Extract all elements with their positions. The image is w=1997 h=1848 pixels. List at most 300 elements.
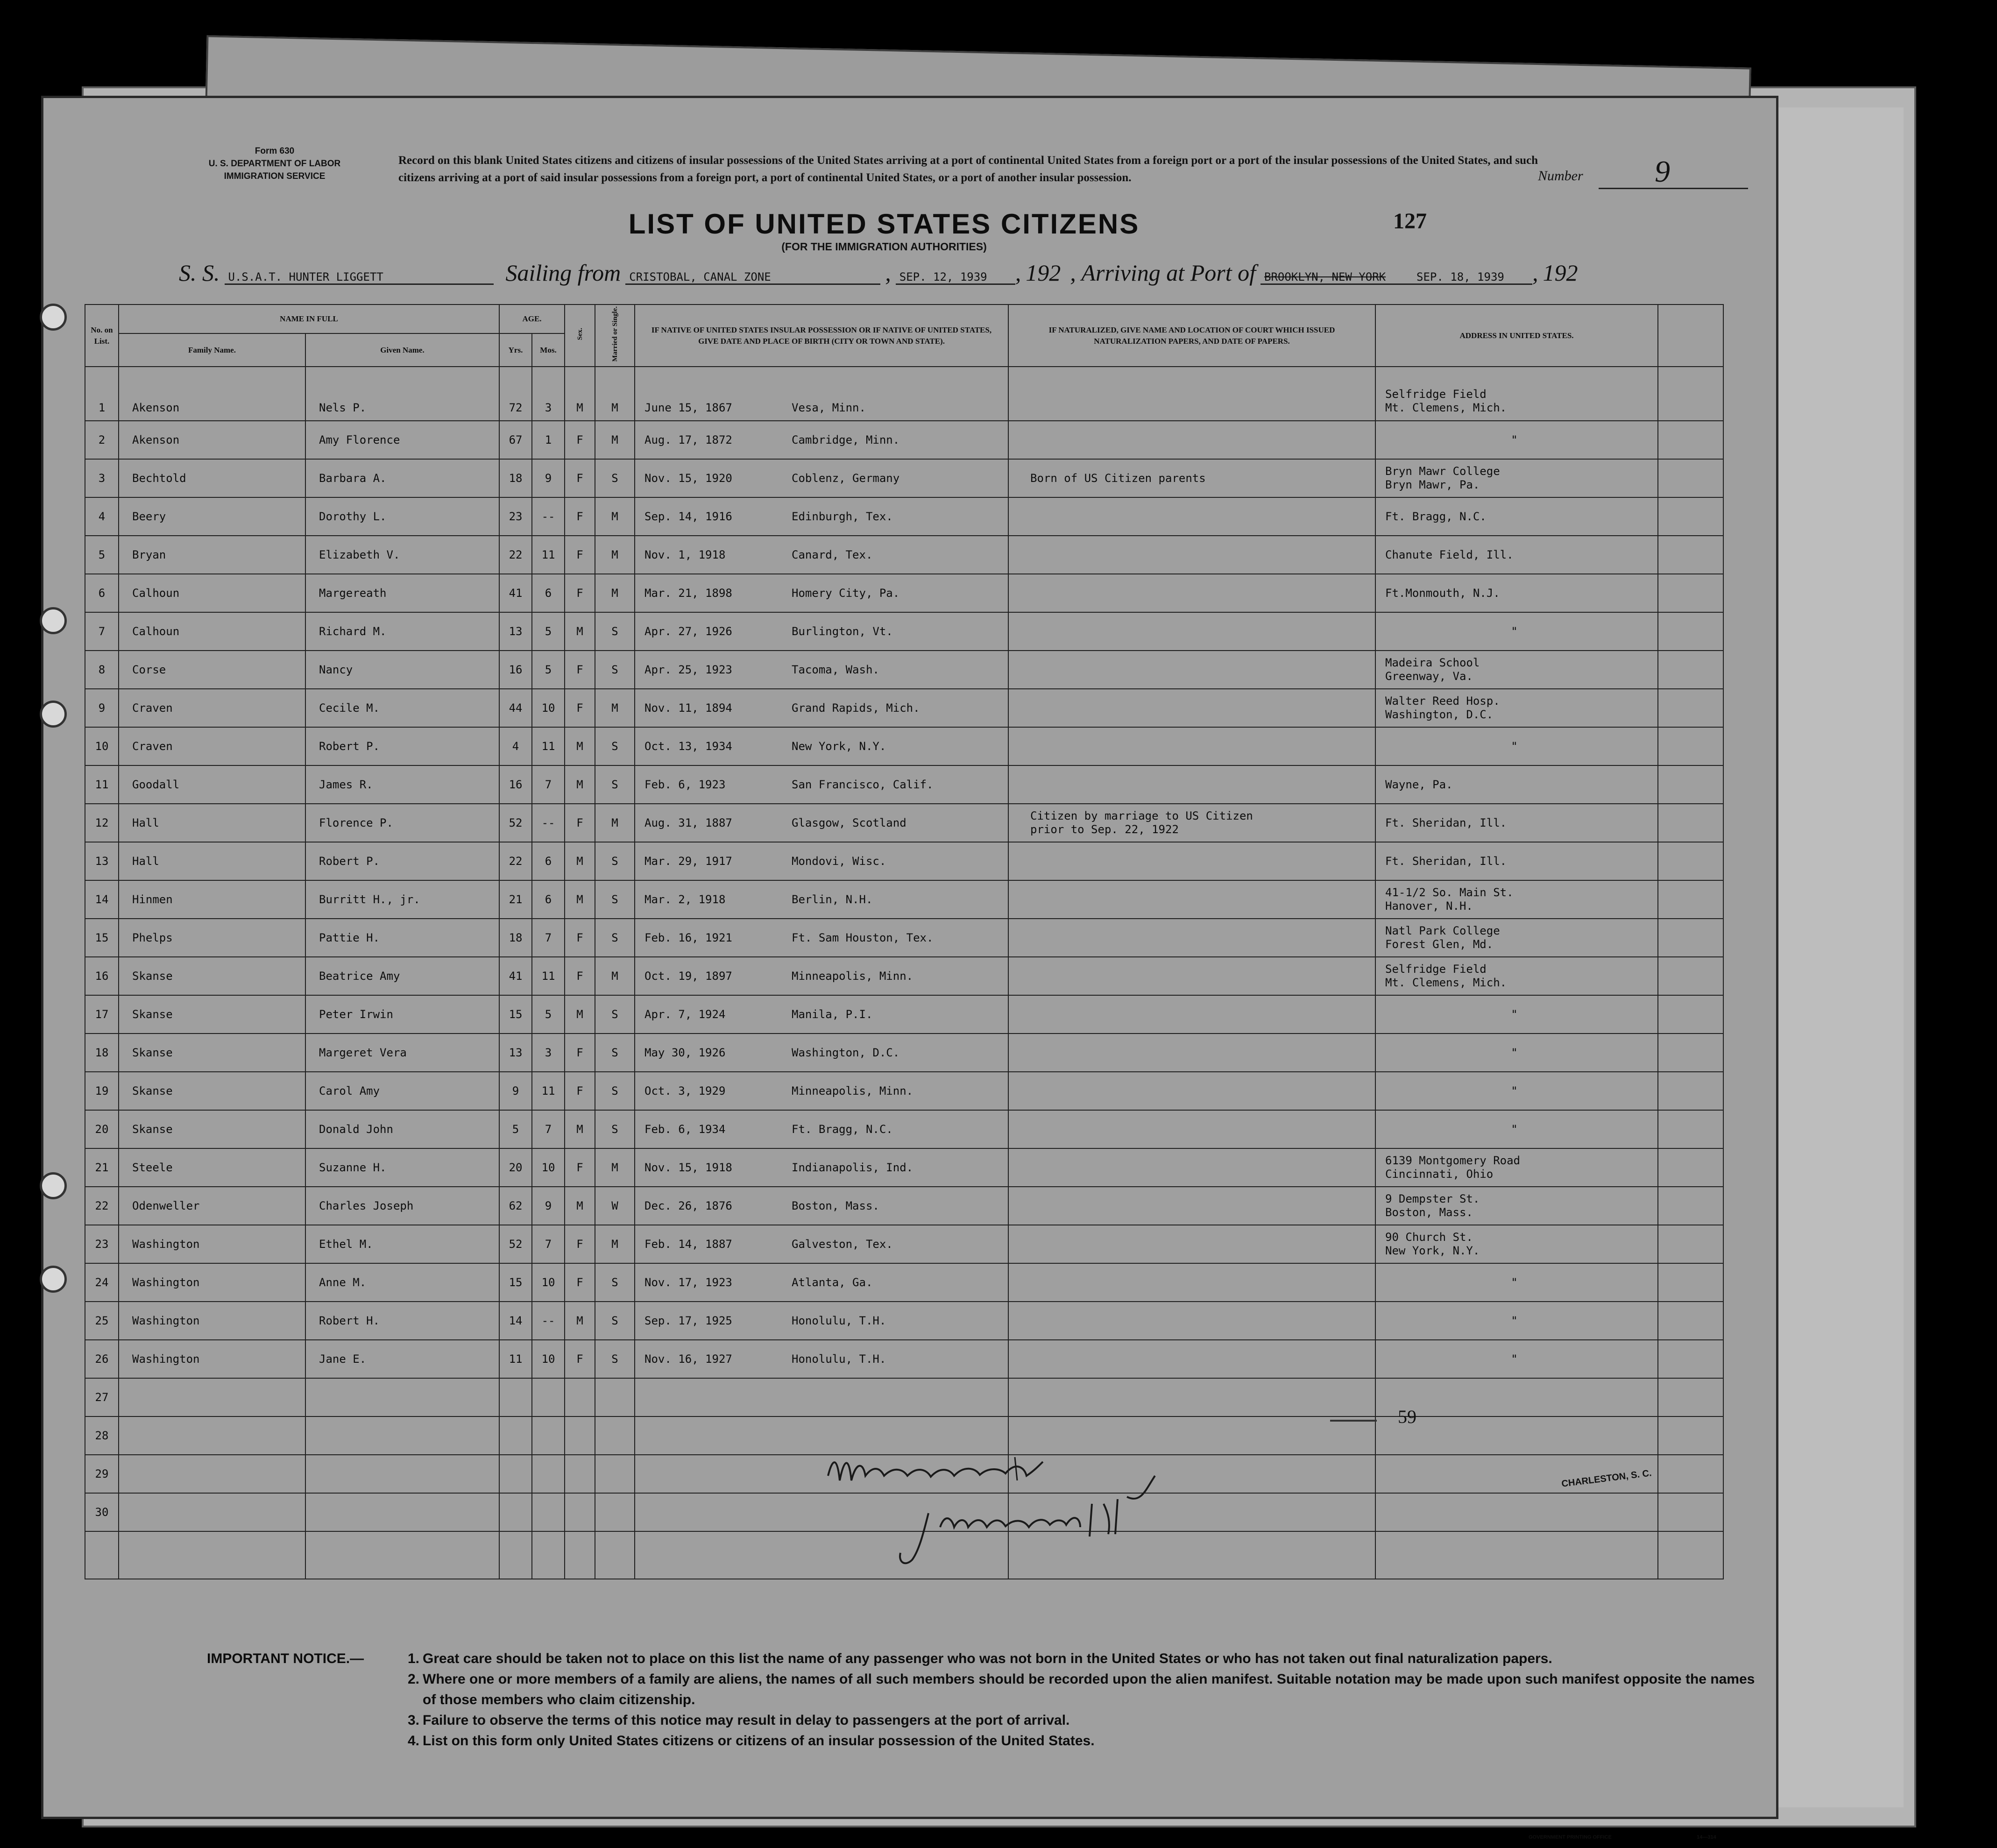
age-years: 22	[499, 842, 532, 880]
address	[1375, 957, 1658, 995]
family-name: Odenweller	[119, 1187, 305, 1225]
birth-date: Nov. 15, 1920	[644, 471, 732, 485]
blank-cell	[1658, 1455, 1723, 1493]
marital-status: S	[595, 1302, 635, 1340]
row-number: 14	[85, 880, 119, 919]
given-name: Robert H.	[305, 1302, 499, 1340]
birth-date: Nov. 15, 1918	[644, 1161, 732, 1174]
blank-cell	[532, 1493, 565, 1531]
birth-place: Glasgow, Scotland	[792, 816, 906, 829]
age-months: 5	[532, 612, 565, 651]
address	[1375, 1187, 1658, 1225]
sex: F	[565, 459, 595, 497]
sailing-from-value: CRISTOBAL, CANAL ZONE	[625, 270, 880, 285]
age-months: 10	[532, 1340, 565, 1378]
sex: M	[565, 727, 595, 765]
birth-date: Mar. 2, 1918	[644, 892, 726, 906]
sex: F	[565, 574, 595, 612]
blank-cell	[119, 1416, 305, 1455]
birth-info	[635, 957, 1008, 995]
table-row	[85, 421, 1723, 459]
service-name: IMMIGRATION SERVICE	[224, 171, 326, 181]
given-name: Robert P.	[305, 727, 499, 765]
ship-name: U.S.A.T. HUNTER LIGGETT	[225, 270, 494, 285]
address-line: 6139 Montgomery Road	[1385, 1154, 1520, 1167]
table-row	[85, 497, 1723, 536]
blank-cell	[1375, 1378, 1658, 1416]
notice-item: 4. List on this form only United States citizens or citizens of an insular possession of the United States.	[408, 1733, 1095, 1749]
naturalization-info	[1008, 612, 1375, 651]
family-name: Steele	[119, 1148, 305, 1187]
naturalization-info	[1008, 727, 1375, 765]
naturalization-info	[1008, 1034, 1375, 1072]
age-months: 6	[532, 880, 565, 919]
birth-place: Minneapolis, Minn.	[792, 1084, 914, 1097]
age-years: 9	[499, 1072, 532, 1110]
table-row	[85, 1034, 1723, 1072]
table-row	[85, 995, 1723, 1034]
naturalization-info	[1008, 1110, 1375, 1148]
given-name: Carol Amy	[305, 1072, 499, 1110]
age-years: 52	[499, 804, 532, 842]
address-line: Madeira School	[1385, 656, 1480, 669]
family-name: Skanse	[119, 1110, 305, 1148]
blank-cell	[532, 1455, 565, 1493]
table-row	[85, 1302, 1723, 1340]
given-name: Jane E.	[305, 1340, 499, 1378]
family-name: Hall	[119, 804, 305, 842]
given-name: Suzanne H.	[305, 1148, 499, 1187]
naturalization-info	[1008, 1187, 1375, 1225]
row-number: 19	[85, 1072, 119, 1110]
birth-date: Apr. 27, 1926	[644, 624, 732, 638]
sex: F	[565, 651, 595, 689]
naturalization-line: Born of US Citizen parents	[1030, 471, 1206, 485]
blank-cell	[1658, 459, 1723, 497]
row-number: 12	[85, 804, 119, 842]
family-name: Corse	[119, 651, 305, 689]
sex: M	[565, 765, 595, 804]
table-row	[85, 880, 1723, 919]
sex: M	[565, 880, 595, 919]
marital-status: S	[595, 765, 635, 804]
address	[1375, 804, 1658, 842]
blank-cell	[1658, 1148, 1723, 1187]
table-row	[85, 459, 1723, 497]
row-number: 27	[85, 1378, 119, 1416]
marital-status: S	[595, 1340, 635, 1378]
birth-date: Feb. 6, 1923	[644, 778, 726, 791]
address-line: Chanute Field, Ill.	[1385, 548, 1514, 561]
blank-cell	[565, 1378, 595, 1416]
row-number: 28	[85, 1416, 119, 1455]
sex: F	[565, 689, 595, 727]
family-name: Washington	[119, 1263, 305, 1302]
birth-place: Galveston, Tex.	[792, 1237, 893, 1251]
age-years: 5	[499, 1110, 532, 1148]
age-months: 7	[532, 765, 565, 804]
sex: M	[565, 842, 595, 880]
blank-cell	[595, 1455, 635, 1493]
given-name: Margeret Vera	[305, 1034, 499, 1072]
age-years: 21	[499, 880, 532, 919]
marital-status: S	[595, 880, 635, 919]
stamp-number: 59	[1398, 1406, 1416, 1427]
naturalization-info	[1008, 421, 1375, 459]
birth-date: Feb. 6, 1934	[644, 1122, 726, 1136]
table-row	[85, 957, 1723, 995]
age-years: 62	[499, 1187, 532, 1225]
age-months: 11	[532, 1072, 565, 1110]
birth-place: Canard, Tex.	[792, 548, 873, 561]
family-name: Hall	[119, 842, 305, 880]
blank-cell	[1658, 842, 1723, 880]
age-months: --	[532, 497, 565, 536]
birth-info	[635, 1263, 1008, 1302]
birth-info	[635, 804, 1008, 842]
birth-place: New York, N.Y.	[792, 739, 886, 753]
address	[1375, 1148, 1658, 1187]
birth-place: Edinburgh, Tex.	[792, 510, 893, 523]
address-line: Greenway, Va.	[1385, 670, 1473, 683]
marital-status: S	[595, 459, 635, 497]
address	[1375, 536, 1658, 574]
blank-cell	[1658, 1378, 1723, 1416]
given-name: Charles Joseph	[305, 1187, 499, 1225]
blank-cell	[532, 1378, 565, 1416]
blank-cell	[499, 1416, 532, 1455]
blank-cell	[305, 1378, 499, 1416]
age-years: 20	[499, 1148, 532, 1187]
birth-info	[635, 689, 1008, 727]
address-line: "	[1511, 1352, 1518, 1366]
given-name: Anne M.	[305, 1263, 499, 1302]
blank-cell	[1008, 1378, 1375, 1416]
sex: F	[565, 421, 595, 459]
age-years: 16	[499, 765, 532, 804]
family-name: Skanse	[119, 995, 305, 1034]
table-row	[85, 1187, 1723, 1225]
marital-status: W	[595, 1187, 635, 1225]
address-line: "	[1511, 1314, 1518, 1327]
family-name: Washington	[119, 1340, 305, 1378]
given-name: Donald John	[305, 1110, 499, 1148]
address-line: "	[1511, 1007, 1518, 1021]
birth-info	[635, 765, 1008, 804]
family-name: Akenson	[119, 367, 305, 421]
age-years: 14	[499, 1302, 532, 1340]
naturalization-info	[1008, 367, 1375, 421]
birth-date: Sep. 17, 1925	[644, 1314, 732, 1327]
birth-place: Atlanta, Ga.	[792, 1275, 873, 1289]
marital-status: M	[595, 421, 635, 459]
birth-date: May 30, 1926	[644, 1046, 726, 1059]
col-birth: IF NATIVE OF UNITED STATES INSULAR POSSESSION OR IF NATIVE OF UNITED STATES, GIVE DATE AND PLACE OF BIRTH (CITY OR TOWN AND STATE).	[635, 304, 1008, 367]
naturalization-info	[1008, 1263, 1375, 1302]
blank-cell	[119, 1531, 305, 1579]
blank-cell	[565, 1531, 595, 1579]
naturalization-info	[1008, 765, 1375, 804]
naturalization-info	[1008, 995, 1375, 1034]
birth-place: Mondovi, Wisc.	[792, 854, 886, 868]
birth-place: Vesa, Minn.	[792, 401, 866, 414]
notice-item: 3. Failure to observe the terms of this notice may result in delay to passengers at the port of arrival.	[408, 1713, 1070, 1728]
given-name: Cecile M.	[305, 689, 499, 727]
marital-status: S	[595, 1072, 635, 1110]
manifest-page	[41, 96, 1778, 1840]
birth-info	[635, 1302, 1008, 1340]
table-row	[85, 689, 1723, 727]
table-row	[85, 536, 1723, 574]
marital-status: M	[595, 1225, 635, 1263]
arriving-date: SEP. 18, 1939	[1413, 270, 1532, 285]
sex: M	[565, 367, 595, 421]
birth-info	[635, 574, 1008, 612]
marital-status: S	[595, 842, 635, 880]
birth-info	[635, 1110, 1008, 1148]
table-row	[85, 919, 1723, 957]
naturalization-info	[1008, 804, 1375, 842]
address-line: Mt. Clemens, Mich.	[1385, 401, 1507, 414]
blank-cell	[595, 1378, 635, 1416]
sailing-from-label: Sailing from	[505, 260, 621, 286]
age-years: 41	[499, 957, 532, 995]
address	[1375, 612, 1658, 651]
table-row	[85, 842, 1723, 880]
punch-hole	[40, 1266, 67, 1293]
blank-cell	[1658, 727, 1723, 765]
address	[1375, 651, 1658, 689]
marital-status: S	[595, 612, 635, 651]
age-months: 7	[532, 1225, 565, 1263]
address	[1375, 459, 1658, 497]
birth-info	[635, 880, 1008, 919]
address-line: Walter Reed Hosp.	[1385, 694, 1500, 708]
marital-status: S	[595, 651, 635, 689]
row-number: 25	[85, 1302, 119, 1340]
col-age: AGE.	[499, 304, 565, 333]
notice-item: 1. Great care should be taken not to place on this list the name of any passenger who was not born in the United States or who has not taken out final naturalization papers.	[408, 1651, 1552, 1666]
naturalization-info	[1008, 957, 1375, 995]
birth-place: Ft. Sam Houston, Tex.	[792, 931, 934, 944]
birth-info	[635, 842, 1008, 880]
row-number: 20	[85, 1110, 119, 1148]
blank-cell	[305, 1493, 499, 1531]
blank-cell	[1658, 367, 1723, 421]
address	[1375, 1263, 1658, 1302]
birth-date: Oct. 3, 1929	[644, 1084, 726, 1097]
blank-cell	[532, 1531, 565, 1579]
birth-date: Sep. 14, 1916	[644, 510, 732, 523]
sex: F	[565, 1034, 595, 1072]
table-row	[85, 1225, 1723, 1263]
given-name: Nancy	[305, 651, 499, 689]
age-months: 5	[532, 995, 565, 1034]
naturalization-info	[1008, 880, 1375, 919]
page-number: 127	[1393, 209, 1427, 234]
naturalization-info	[1008, 1148, 1375, 1187]
birth-info	[635, 1034, 1008, 1072]
naturalization-line: Citizen by marriage to US Citizen	[1030, 809, 1253, 822]
table-row	[85, 804, 1723, 842]
blank-cell	[499, 1455, 532, 1493]
age-years: 15	[499, 1263, 532, 1302]
col-address: ADDRESS IN UNITED STATES.	[1375, 304, 1658, 367]
table-row	[85, 651, 1723, 689]
row-number: 13	[85, 842, 119, 880]
birth-info	[635, 995, 1008, 1034]
table-row	[85, 727, 1723, 765]
number-label: Number	[1538, 168, 1583, 184]
age-years: 13	[499, 1034, 532, 1072]
address	[1375, 1340, 1658, 1378]
row-number: 24	[85, 1263, 119, 1302]
birth-info	[635, 1340, 1008, 1378]
address-line: Forest Glen, Md.	[1385, 938, 1494, 951]
marital-status: M	[595, 1148, 635, 1187]
form-code: 14—314	[1697, 1834, 1716, 1840]
form-number: Form 630	[255, 146, 295, 156]
age-months: 7	[532, 919, 565, 957]
blank-cell	[1658, 1225, 1723, 1263]
given-name: Richard M.	[305, 612, 499, 651]
address	[1375, 421, 1658, 459]
row-number: 22	[85, 1187, 119, 1225]
table-row	[85, 574, 1723, 612]
row-number: 9	[85, 689, 119, 727]
row-number: 18	[85, 1034, 119, 1072]
address-line: New York, N.Y.	[1385, 1244, 1480, 1257]
address-line: "	[1511, 1046, 1518, 1059]
birth-date: Oct. 19, 1897	[644, 969, 732, 983]
given-name: Dorothy L.	[305, 497, 499, 536]
age-years: 11	[499, 1340, 532, 1378]
row-number: 6	[85, 574, 119, 612]
birth-date: Aug. 31, 1887	[644, 816, 732, 829]
birth-info	[635, 1072, 1008, 1110]
address-line: Ft.Monmouth, N.J.	[1385, 586, 1500, 600]
family-name: Craven	[119, 727, 305, 765]
birth-place: Honolulu, T.H.	[792, 1352, 886, 1366]
marital-status: M	[595, 574, 635, 612]
age-years: 23	[499, 497, 532, 536]
col-blank	[1658, 304, 1723, 367]
important-notice	[207, 1649, 1762, 1751]
col-name-in-full: NAME IN FULL	[119, 304, 499, 333]
blank-cell	[1658, 497, 1723, 536]
sex: F	[565, 1263, 595, 1302]
address-line: Selfridge Field	[1385, 963, 1487, 976]
address-line: "	[1511, 739, 1518, 753]
notice-list	[207, 1649, 1762, 1751]
punch-hole	[40, 1172, 67, 1199]
table-row-empty	[85, 1378, 1723, 1416]
age-months: 3	[532, 367, 565, 421]
address-line: "	[1511, 1084, 1518, 1097]
address	[1375, 1110, 1658, 1148]
row-number: 30	[85, 1493, 119, 1531]
row-number: 8	[85, 651, 119, 689]
blank-cell	[1658, 1531, 1723, 1579]
col-yrs: Yrs.	[499, 333, 532, 367]
family-name: Phelps	[119, 919, 305, 957]
blank-cell	[1658, 1263, 1723, 1302]
birth-place: Berlin, N.H.	[792, 892, 873, 906]
birth-date: Aug. 17, 1872	[644, 433, 732, 446]
blank-cell	[1658, 1072, 1723, 1110]
naturalization-info	[1008, 1302, 1375, 1340]
row-number: 26	[85, 1340, 119, 1378]
col-sex: Sex.	[565, 304, 595, 367]
age-months: 9	[532, 1187, 565, 1225]
given-name: Elizabeth V.	[305, 536, 499, 574]
age-years: 72	[499, 367, 532, 421]
address	[1375, 880, 1658, 919]
blank-cell	[1658, 804, 1723, 842]
birth-date: Nov. 1, 1918	[644, 548, 726, 561]
given-name: Barbara A.	[305, 459, 499, 497]
age-years: 52	[499, 1225, 532, 1263]
birth-place: Tacoma, Wash.	[792, 663, 879, 676]
blank-cell	[1658, 1416, 1723, 1455]
birth-info	[635, 919, 1008, 957]
address	[1375, 497, 1658, 536]
table-row	[85, 1263, 1723, 1302]
blank-cell	[1658, 536, 1723, 574]
birth-info	[635, 1148, 1008, 1187]
birth-date: Apr. 25, 1923	[644, 663, 732, 676]
marital-status: M	[595, 957, 635, 995]
birth-date: June 15, 1867	[644, 401, 732, 414]
col-no: No. on List.	[85, 304, 119, 367]
age-months: 6	[532, 842, 565, 880]
sex: M	[565, 1110, 595, 1148]
naturalization-info	[1008, 497, 1375, 536]
family-name: Skanse	[119, 1034, 305, 1072]
charleston-stamp: CHARLESTON, S. C.	[1561, 1468, 1652, 1489]
naturalization-info	[1008, 842, 1375, 880]
arriving-label: , Arriving at Port of	[1070, 260, 1256, 286]
age-months: 10	[532, 1263, 565, 1302]
blank-cell	[1658, 574, 1723, 612]
family-name: Beery	[119, 497, 305, 536]
birth-place: Manila, P.I.	[792, 1007, 873, 1021]
family-name: Goodall	[119, 765, 305, 804]
naturalization-info	[1008, 459, 1375, 497]
address	[1375, 1034, 1658, 1072]
blank-cell	[532, 1416, 565, 1455]
blank-cell	[1375, 1416, 1658, 1455]
address-line: "	[1511, 1122, 1518, 1136]
given-name: Florence P.	[305, 804, 499, 842]
number-underline	[1599, 188, 1748, 189]
blank-cell	[1658, 689, 1723, 727]
page-edge	[1770, 107, 1904, 1807]
printer-imprint: GOVERNMENT PRINTING OFFICE	[1529, 1834, 1612, 1840]
blank-cell	[565, 1455, 595, 1493]
sex: F	[565, 1340, 595, 1378]
blank-cell	[119, 1493, 305, 1531]
given-name: Robert P.	[305, 842, 499, 880]
given-name: Burritt H., jr.	[305, 880, 499, 919]
family-name: Washington	[119, 1225, 305, 1263]
given-name: Amy Florence	[305, 421, 499, 459]
address-line: Hanover, N.H.	[1385, 899, 1473, 913]
age-months: 10	[532, 689, 565, 727]
blank-cell	[1658, 1340, 1723, 1378]
punch-hole	[40, 701, 67, 728]
sex: M	[565, 1302, 595, 1340]
